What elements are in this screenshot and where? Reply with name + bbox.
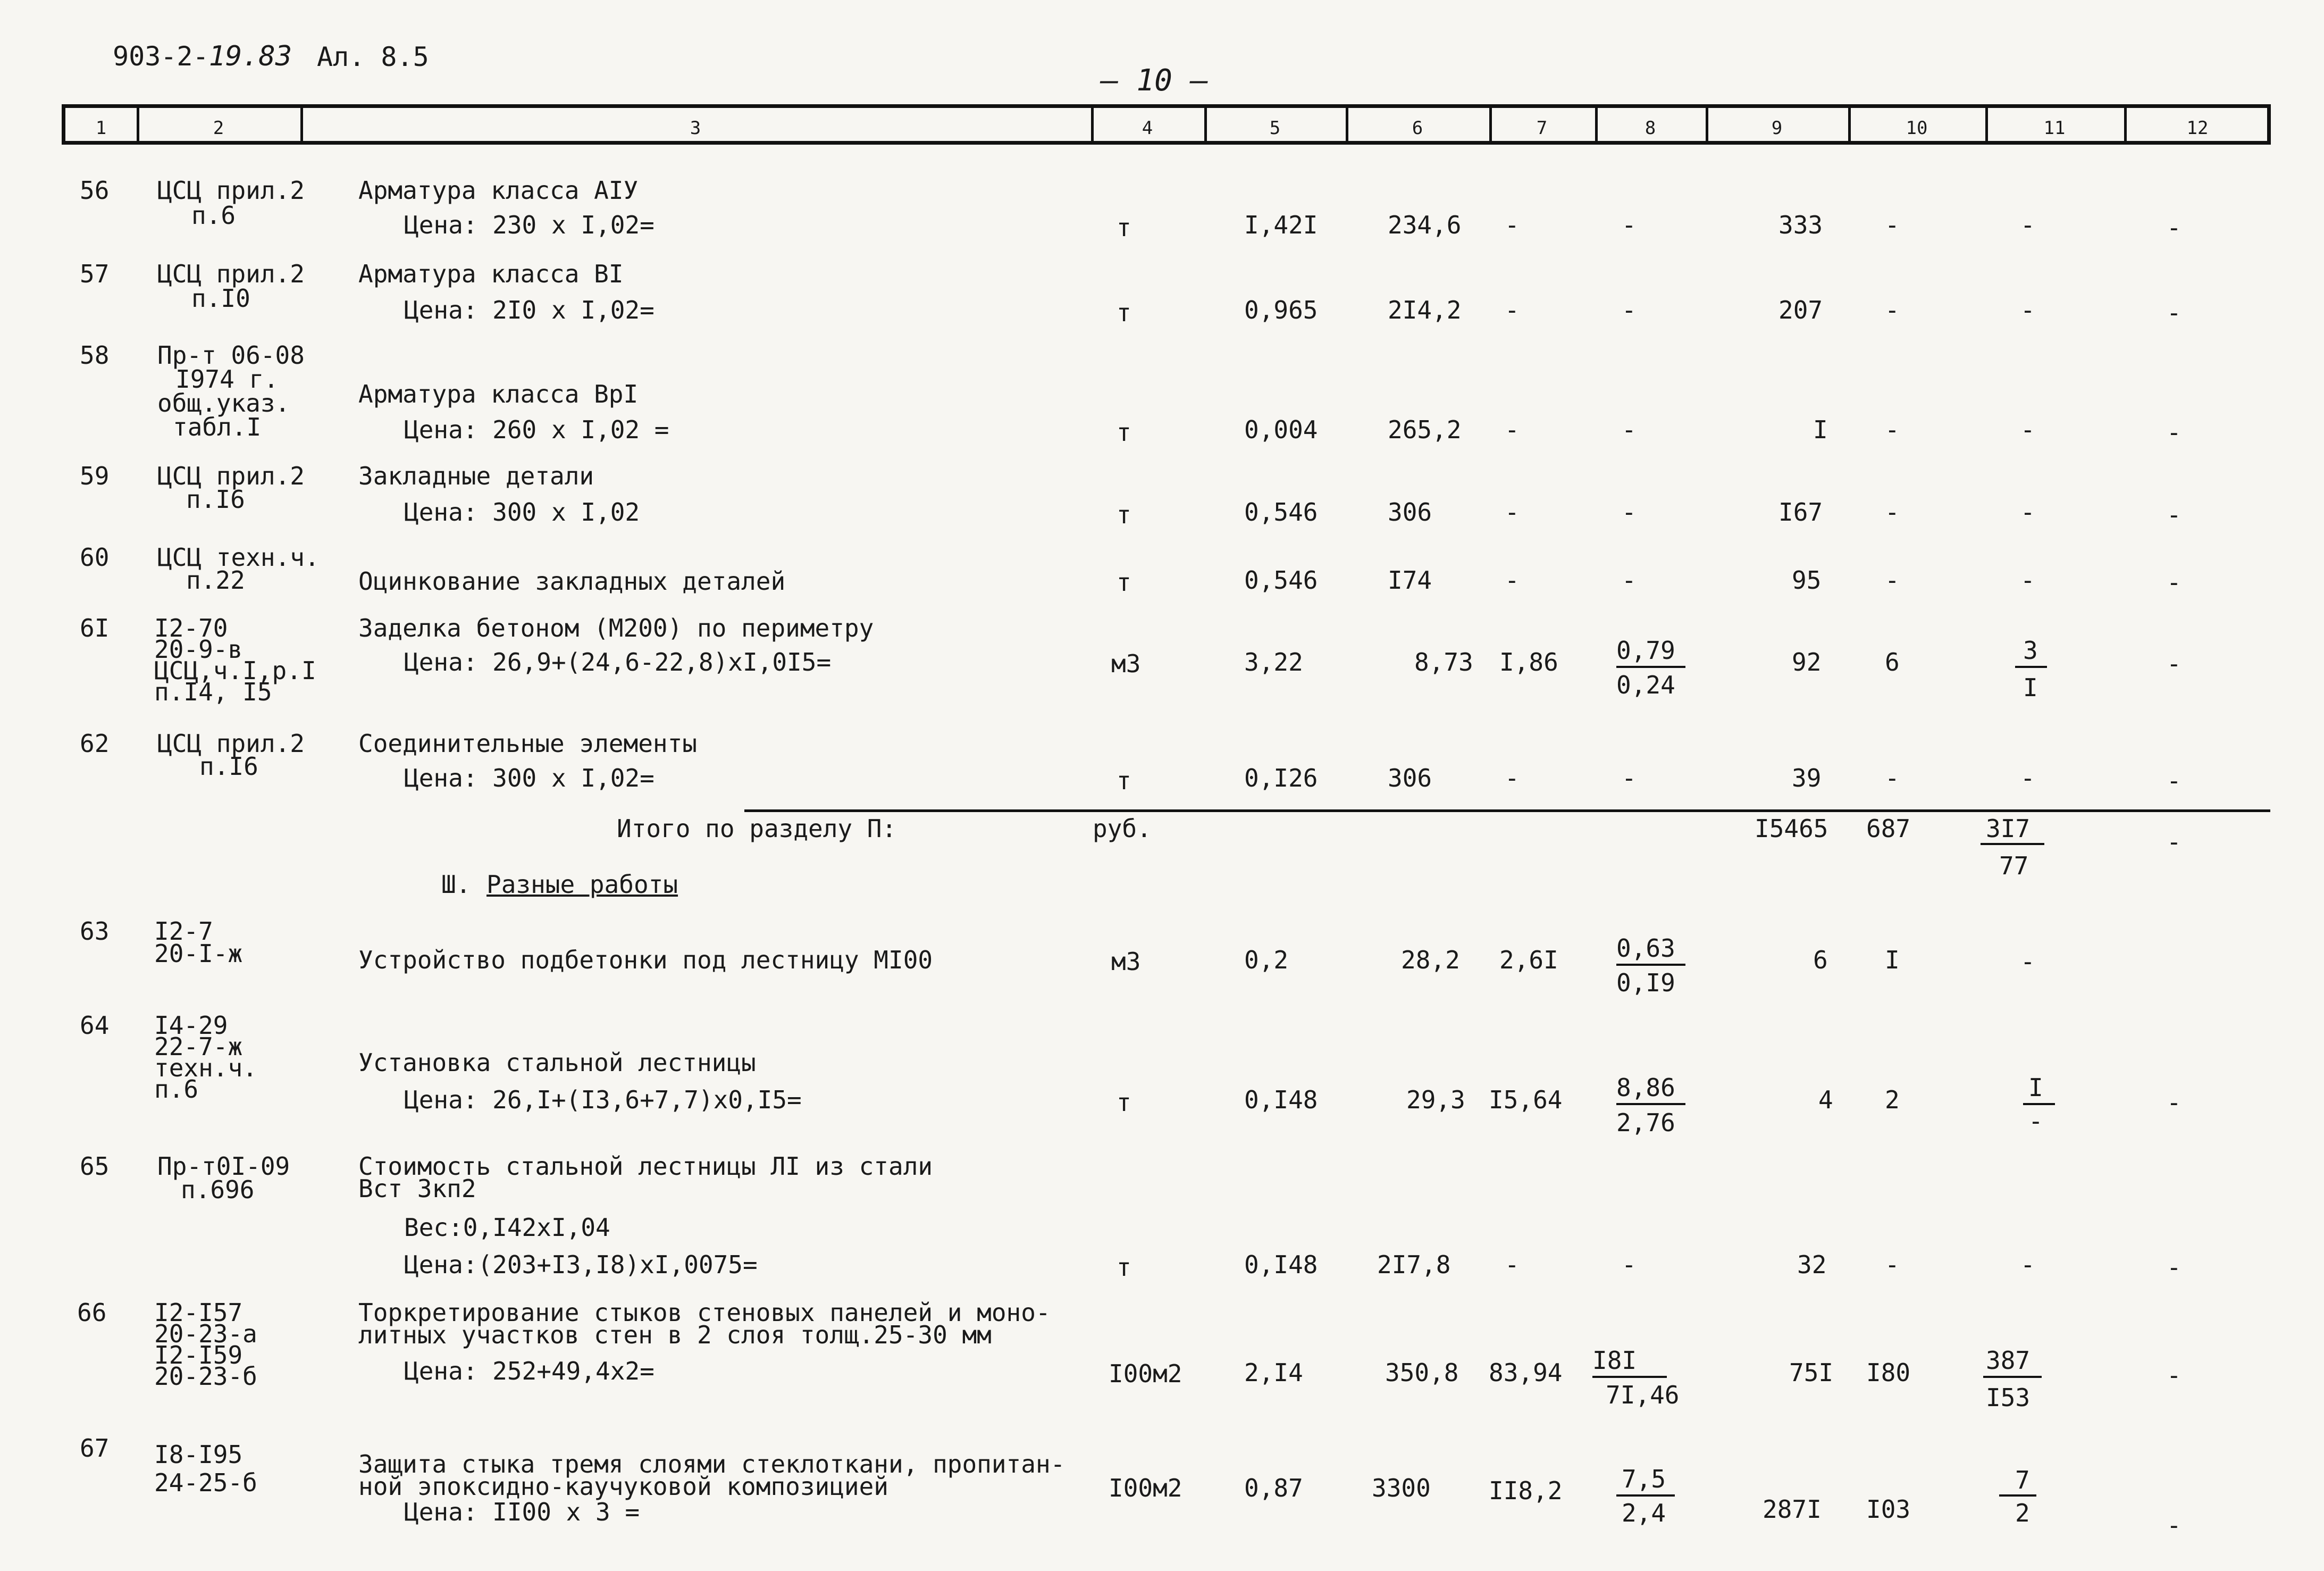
work-name: Оцинкование закладных деталей — [358, 567, 786, 596]
cell-value: - — [2167, 298, 2182, 327]
row-number: 58 — [80, 341, 110, 370]
price-formula: Цена: 260 х I,02 = — [404, 415, 669, 444]
row-number: 56 — [80, 176, 110, 205]
cell-value: - — [2020, 764, 2035, 792]
doc-code — [113, 40, 292, 72]
cell-value: I5,64 — [1489, 1085, 1563, 1114]
source-ref: Пр-т0I-09 — [157, 1152, 290, 1181]
col-2: 2 — [213, 118, 224, 139]
fraction-bottom: 2 — [2015, 1499, 2030, 1527]
source-ref: 20-I-ж — [154, 939, 243, 968]
fraction-line — [1616, 1103, 1685, 1105]
cell-value: - — [2020, 211, 2035, 239]
total-cost: 207 — [1778, 296, 1823, 324]
unit: т — [1117, 1088, 1131, 1117]
quantity: 2,I4 — [1244, 1358, 1303, 1387]
col-11: 11 — [2043, 118, 2066, 139]
fraction-bottom: 0,I9 — [1616, 968, 1675, 997]
total-cost: 32 — [1797, 1250, 1827, 1279]
cell-value: - — [1505, 566, 1520, 595]
source-ref: ЦСЦ прил.2 — [157, 176, 305, 205]
unit-price: I74 — [1388, 566, 1432, 595]
col-8: 8 — [1645, 118, 1656, 139]
fraction-line — [2015, 666, 2047, 668]
fraction-bottom: 2,76 — [1616, 1108, 1675, 1137]
cell-value: - — [1885, 764, 1900, 792]
work-name-cont: ной эпоксидно-каучуковой композицией — [358, 1472, 888, 1501]
unit-price: 29,3 — [1406, 1085, 1465, 1114]
col-7: 7 — [1536, 118, 1548, 139]
fraction-top: 7 — [2015, 1466, 2030, 1494]
source-ref: I2-I59 — [154, 1341, 243, 1369]
cell-value: - — [1505, 498, 1520, 527]
row-number: 59 — [80, 462, 110, 490]
page-number: — 10 — — [1101, 63, 1209, 98]
total-cost: 287I — [1763, 1495, 1822, 1524]
quantity: 0,004 — [1244, 415, 1318, 444]
row-number: 66 — [77, 1298, 107, 1327]
source-ref: п.I0 — [191, 284, 250, 313]
unit: м3 — [1111, 947, 1141, 976]
column-divider — [1489, 108, 1492, 141]
total-label: Итого по разделу П: — [617, 814, 897, 843]
source-ref: п.22 — [186, 566, 245, 595]
row-number: 6I — [80, 614, 110, 642]
price-formula: Цена: 300 х I,02= — [404, 764, 655, 792]
fraction-top: 0,79 — [1616, 636, 1675, 665]
price-formula: Цена: 252+49,4х2= — [404, 1357, 655, 1385]
cell-value: I — [1885, 946, 1900, 974]
cell-value: - — [1505, 296, 1520, 324]
work-name: Заделка бетоном (М200) по периметру — [358, 614, 874, 642]
fraction-line — [1983, 1376, 2042, 1378]
cell-value: - — [1885, 1250, 1900, 1279]
work-name: Арматура класса ВI — [358, 260, 624, 288]
total-cost: 95 — [1792, 566, 1822, 595]
cell-value: 2 — [1885, 1085, 1900, 1114]
row-number: 57 — [80, 260, 110, 288]
fraction-top: 3I7 — [1986, 814, 2031, 843]
source-ref: техн.ч. — [154, 1054, 257, 1082]
unit-price: 28,2 — [1401, 946, 1460, 974]
cell-value: - — [1622, 764, 1637, 792]
column-divider — [1706, 108, 1708, 141]
work-name: Установка стальной лестницы — [358, 1048, 756, 1077]
fraction-bottom: 77 — [1999, 851, 2029, 880]
work-name-cont: Вст 3кп2 — [358, 1174, 476, 1203]
quantity: 0,546 — [1244, 566, 1318, 595]
fraction-bottom: 2,4 — [1622, 1499, 1666, 1527]
source-ref: п.I4, I5 — [154, 678, 272, 706]
cell-value: - — [2167, 213, 2182, 242]
cell-value: - — [2020, 566, 2035, 595]
unit: т — [1117, 418, 1131, 447]
fraction-bottom: I — [2023, 673, 2038, 702]
unit: т — [1117, 213, 1131, 242]
source-ref: п.I6 — [186, 485, 245, 514]
source-ref: I2-70 — [154, 614, 228, 642]
unit-price: 2I4,2 — [1388, 296, 1462, 324]
cell-value: - — [1622, 296, 1637, 324]
row-number: 62 — [80, 729, 110, 758]
cell-value: 687 — [1866, 814, 1911, 843]
cell-value: - — [1622, 415, 1637, 444]
column-divider — [1848, 108, 1851, 141]
fraction-top: 3 — [2023, 636, 2038, 665]
fraction-line — [1981, 843, 2044, 845]
column-divider — [1346, 108, 1348, 141]
total-cost: 75I — [1789, 1358, 1834, 1387]
column-divider — [1595, 108, 1598, 141]
total-cost: I — [1813, 415, 1828, 444]
cell-value: - — [2167, 1361, 2182, 1390]
cell-value: - — [1505, 211, 1520, 239]
work-name: Торкретирование стыков стеновых панелей и моно- — [358, 1298, 1051, 1327]
fraction-top: I — [2028, 1073, 2043, 1102]
total-cost: 92 — [1792, 648, 1822, 676]
unit: т — [1117, 500, 1131, 529]
quantity: 0,546 — [1244, 498, 1318, 527]
cell-value: - — [2020, 947, 2035, 976]
cell-value: I80 — [1866, 1358, 1911, 1387]
source-ref: общ.указ. — [157, 389, 290, 417]
row-number: 65 — [80, 1152, 110, 1181]
row-number: 67 — [80, 1434, 110, 1463]
source-ref: 20-9-в — [154, 635, 243, 664]
source-ref: I974 г. — [175, 365, 279, 394]
cell-value: - — [1505, 415, 1520, 444]
unit-price: 350,8 — [1385, 1358, 1459, 1387]
fraction-line — [1616, 666, 1685, 668]
source-ref: I4-29 — [154, 1011, 228, 1040]
source-ref: I2-7 — [154, 917, 213, 946]
fraction-top: 8,86 — [1616, 1073, 1675, 1102]
cell-value: 19.83 — [208, 40, 292, 72]
column-header-bar — [62, 104, 2271, 145]
source-ref: п.6 — [154, 1075, 199, 1104]
cell-value: 6 — [1885, 648, 1900, 676]
column-divider — [1204, 108, 1207, 141]
fraction-top: 387 — [1986, 1346, 2031, 1375]
fraction-bottom: 0,24 — [1616, 671, 1675, 699]
unit-price: 234,6 — [1388, 211, 1462, 239]
source-ref: п.I6 — [199, 752, 258, 781]
work-name: Защита стыка тремя слоями стеклоткани, пропитан- — [358, 1450, 1065, 1478]
quantity: 3,22 — [1244, 648, 1303, 676]
cell-value: - — [2167, 828, 2182, 856]
source-ref: ЦСЦ прил.2 — [157, 729, 305, 758]
quantity: 0,2 — [1244, 946, 1289, 974]
work-name: Стоимость стальной лестницы ЛI из стали — [358, 1152, 933, 1181]
cell-value: Ш. — [441, 870, 471, 899]
price-formula: Цена: II00 х 3 = — [404, 1498, 640, 1526]
fraction-top: 0,63 — [1616, 934, 1675, 963]
col-1: 1 — [95, 118, 107, 139]
work-name: Соединительные элементы — [358, 729, 697, 758]
col-6: 6 — [1412, 118, 1423, 139]
cell-value: - — [2020, 498, 2035, 527]
fraction-top: 7,5 — [1622, 1465, 1666, 1493]
unit: т — [1117, 1253, 1131, 1282]
cell-value: - — [2020, 415, 2035, 444]
fraction-top: I8I — [1592, 1346, 1637, 1375]
source-ref: 24-25-б — [154, 1468, 257, 1497]
source-ref: ЦСЦ прил.2 — [157, 462, 305, 490]
fraction-line — [1616, 964, 1685, 966]
cell-value: - — [2167, 649, 2182, 678]
total-cost: 4 — [1818, 1085, 1833, 1114]
cell-value: II8,2 — [1489, 1476, 1563, 1505]
total-cost: 39 — [1792, 764, 1822, 792]
total-rule — [744, 809, 2270, 812]
quantity: 0,965 — [1244, 296, 1318, 324]
price-formula: Цена:(203+I3,I8)хI,0075= — [404, 1250, 758, 1279]
total-cost: 333 — [1778, 211, 1823, 239]
unit: I00м2 — [1109, 1359, 1182, 1388]
source-ref: 20-23-б — [154, 1362, 257, 1391]
fraction-line — [1999, 1494, 2036, 1497]
row-number: 60 — [80, 543, 110, 572]
total-cost: 6 — [1813, 946, 1828, 974]
work-name: Устройство подбетонки под лестницу МI00 — [358, 946, 933, 974]
album-label: Ал. 8.5 — [317, 41, 429, 72]
cell-value: - — [2020, 1250, 2035, 1279]
cell-value: - — [1505, 1250, 1520, 1279]
col-12: 12 — [2186, 118, 2209, 139]
cell-value: - — [2167, 1088, 2182, 1117]
column-divider — [1985, 108, 1988, 141]
cell-value: I03 — [1866, 1495, 1911, 1524]
fraction-bottom: - — [2028, 1107, 2043, 1135]
column-divider — [1091, 108, 1094, 141]
col-10: 10 — [1906, 118, 1928, 139]
total-cost: I67 — [1778, 498, 1823, 527]
column-divider — [300, 108, 303, 141]
work-name: Закладные детали — [358, 462, 594, 490]
unit: I00м2 — [1109, 1474, 1182, 1502]
unit: т — [1117, 766, 1131, 795]
fraction-line — [1616, 1494, 1675, 1497]
col-9: 9 — [1771, 118, 1783, 139]
cell-value: - — [1885, 211, 1900, 239]
col-4: 4 — [1142, 118, 1153, 139]
cell-value: - — [1622, 211, 1637, 239]
fraction-line — [1592, 1376, 1667, 1378]
cell-value: - — [1885, 415, 1900, 444]
cell-value: - — [2167, 500, 2182, 529]
unit: т — [1117, 568, 1131, 597]
quantity: 0,87 — [1244, 1474, 1303, 1502]
cell-value: - — [1505, 764, 1520, 792]
row-number: 64 — [80, 1011, 110, 1040]
work-name: Арматура класса АIУ — [358, 176, 639, 205]
cell-value: - — [1885, 296, 1900, 324]
source-ref: п.696 — [181, 1175, 255, 1204]
cell-value: - — [2167, 766, 2182, 795]
quantity: 0,I26 — [1244, 764, 1318, 792]
section-title: Разные работы — [486, 870, 678, 899]
quantity: I,42I — [1244, 211, 1318, 239]
source-ref: ЦСЦ прил.2 — [157, 260, 305, 288]
price-formula: Цена: 300 х I,02 — [404, 498, 640, 527]
price-formula: Цена: 2I0 х I,02= — [404, 296, 655, 324]
unit-price: 306 — [1388, 764, 1432, 792]
cell-value: - — [2167, 418, 2182, 447]
source-ref: Пр-т 06-08 — [157, 341, 305, 370]
quantity: 0,I48 — [1244, 1085, 1318, 1114]
cell-value: - — [2020, 296, 2035, 324]
unit-price: 2I7,8 — [1377, 1250, 1451, 1279]
total-cost: I5465 — [1755, 814, 1828, 843]
price-formula: Цена: 26,I+(I3,6+7,7)х0,I5= — [404, 1085, 802, 1114]
col-3: 3 — [690, 118, 701, 139]
cell-value: 903-2- — [113, 41, 209, 72]
cell-value: - — [1622, 498, 1637, 527]
source-ref: I2-I57 — [154, 1298, 243, 1327]
cell-value: - — [1885, 566, 1900, 595]
cell-value: - — [2167, 1253, 2182, 1282]
source-ref: I8-I95 — [154, 1440, 243, 1469]
unit-price: 8,73 — [1414, 648, 1473, 676]
source-ref: ЦСЦ,ч.I,р.I — [154, 656, 316, 685]
fraction-bottom: I53 — [1986, 1383, 2031, 1412]
weight-formula: Вес:0,I42хI,04 — [404, 1213, 610, 1242]
work-name: Арматура класса ВрI — [358, 380, 639, 408]
row-number: 63 — [80, 917, 110, 946]
price-formula: Цена: 26,9+(24,6-22,8)хI,0I5= — [404, 648, 832, 676]
fraction-line — [2023, 1103, 2055, 1105]
cell-value: - — [1622, 566, 1637, 595]
cell-value: - — [2167, 568, 2182, 597]
source-ref: 20-23-а — [154, 1319, 257, 1348]
source-ref: п.6 — [191, 201, 236, 230]
column-divider — [2124, 108, 2127, 141]
cell-value: - — [2167, 1511, 2182, 1540]
cell-value: - — [1885, 498, 1900, 527]
column-divider — [137, 108, 139, 141]
unit-price: 3300 — [1372, 1474, 1431, 1502]
unit: т — [1117, 298, 1131, 327]
source-ref: табл.I — [173, 413, 262, 441]
source-ref: ЦСЦ техн.ч. — [157, 543, 320, 572]
fraction-bottom: 7I,46 — [1606, 1381, 1680, 1409]
cell-value: 83,94 — [1489, 1358, 1563, 1387]
cell-value: - — [1622, 1250, 1637, 1279]
unit-price: 265,2 — [1388, 415, 1462, 444]
cell-value: I,86 — [1499, 648, 1558, 676]
quantity: 0,I48 — [1244, 1250, 1318, 1279]
price-formula: Цена: 230 х I,02= — [404, 211, 655, 239]
unit: м3 — [1111, 649, 1141, 678]
unit: руб. — [1093, 814, 1152, 843]
source-ref: 22-7-ж — [154, 1032, 243, 1061]
cell-value: 2,6I — [1499, 946, 1558, 974]
col-5: 5 — [1269, 118, 1281, 139]
unit-price: 306 — [1388, 498, 1432, 527]
work-name-cont: литных участков стен в 2 слоя толщ.25-30 мм — [358, 1321, 992, 1349]
